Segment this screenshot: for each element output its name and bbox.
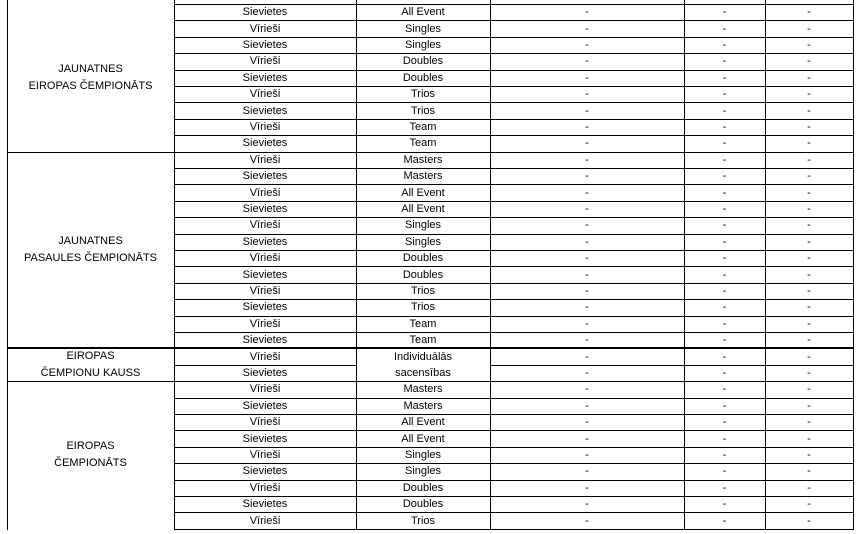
group-label bbox=[7, 152, 174, 349]
value-cell: - bbox=[585, 448, 589, 461]
event-cell: Trios bbox=[410, 284, 436, 297]
gender-cell: Vīrieši bbox=[249, 383, 281, 396]
group-label-line: PASAULES ČEMPIONĀTS bbox=[23, 251, 158, 264]
row-border bbox=[490, 119, 854, 120]
value-cell: - bbox=[585, 219, 589, 232]
value-cell: - bbox=[807, 301, 811, 314]
gender-cell: Vīrieši bbox=[249, 55, 281, 68]
gender-cell: Sievietes bbox=[242, 334, 288, 347]
gender-cell: Vīrieši bbox=[249, 514, 281, 527]
event-cell: sacensības bbox=[395, 366, 451, 379]
event-cell: Team bbox=[409, 137, 437, 150]
gender-cell: Vīrieši bbox=[249, 284, 281, 297]
value-cell: - bbox=[722, 399, 727, 412]
value-cell: - bbox=[722, 202, 727, 215]
value-cell: - bbox=[807, 498, 811, 511]
event-cell: Singles bbox=[404, 465, 442, 478]
group-label-line: EIROPAS bbox=[66, 439, 115, 452]
row-border bbox=[174, 381, 357, 382]
row-border bbox=[490, 250, 854, 251]
event-cell: All Event bbox=[401, 416, 445, 429]
gender-cell: Sievietes bbox=[242, 301, 288, 314]
row-border bbox=[356, 332, 491, 333]
row-border bbox=[356, 20, 491, 21]
row-border bbox=[356, 184, 491, 185]
gender-cell: Sievietes bbox=[242, 268, 288, 281]
value-cell: - bbox=[807, 22, 811, 35]
value-cell: - bbox=[585, 170, 589, 183]
row-border bbox=[174, 496, 357, 497]
row-border bbox=[490, 168, 854, 169]
row-border bbox=[174, 168, 357, 169]
value-cell: - bbox=[807, 170, 811, 183]
value-cell: - bbox=[722, 334, 727, 347]
column-border bbox=[490, 0, 491, 530]
row-border bbox=[174, 201, 357, 202]
value-cell: - bbox=[585, 22, 589, 35]
row-border bbox=[356, 135, 491, 136]
gender-cell: Vīrieši bbox=[249, 22, 281, 35]
row-border bbox=[356, 299, 491, 300]
gender-cell: Sievietes bbox=[242, 38, 288, 51]
group-label bbox=[7, 4, 174, 152]
value-cell: - bbox=[585, 153, 589, 166]
value-cell: - bbox=[722, 350, 727, 363]
value-cell: - bbox=[807, 6, 811, 19]
row-border bbox=[490, 398, 854, 399]
row-border bbox=[174, 234, 357, 235]
row-border bbox=[356, 70, 491, 71]
row-border bbox=[490, 217, 854, 218]
event-cell: Masters bbox=[403, 170, 443, 183]
value-cell: - bbox=[807, 137, 811, 150]
value-cell: - bbox=[585, 120, 589, 133]
value-cell: - bbox=[722, 22, 727, 35]
value-cell: - bbox=[585, 71, 589, 84]
value-cell: - bbox=[722, 71, 727, 84]
value-cell: - bbox=[807, 448, 811, 461]
row-border bbox=[174, 184, 357, 185]
row-border bbox=[174, 20, 357, 21]
value-cell: - bbox=[585, 268, 589, 281]
event-cell: Doubles bbox=[402, 252, 444, 265]
row-border bbox=[174, 152, 357, 153]
row-border bbox=[356, 119, 491, 120]
gender-cell: Sievietes bbox=[242, 498, 288, 511]
row-border bbox=[356, 53, 491, 54]
row-border bbox=[490, 53, 854, 54]
event-cell: Team bbox=[409, 120, 437, 133]
gender-cell: Vīrieši bbox=[249, 88, 281, 101]
row-border bbox=[490, 135, 854, 136]
value-cell: - bbox=[722, 448, 727, 461]
group-border bbox=[7, 152, 174, 153]
event-cell: Trios bbox=[410, 301, 436, 314]
column-border bbox=[356, 0, 357, 530]
gender-cell: Vīrieši bbox=[249, 186, 281, 199]
value-cell: - bbox=[585, 38, 589, 51]
value-cell: - bbox=[722, 514, 727, 527]
row-border bbox=[356, 529, 491, 530]
row-border bbox=[174, 119, 357, 120]
gender-cell: Vīrieši bbox=[249, 252, 281, 265]
value-cell: - bbox=[807, 383, 811, 396]
value-cell: - bbox=[807, 71, 811, 84]
gender-cell: Sievietes bbox=[242, 104, 288, 117]
row-border bbox=[356, 283, 491, 284]
value-cell: - bbox=[807, 432, 811, 445]
value-cell: - bbox=[722, 317, 727, 330]
value-cell: - bbox=[807, 235, 811, 248]
gender-cell: Sievietes bbox=[242, 137, 288, 150]
value-cell: - bbox=[585, 252, 589, 265]
row-border bbox=[490, 381, 854, 382]
row-border bbox=[174, 217, 357, 218]
value-cell: - bbox=[585, 137, 589, 150]
group-label-line: EIROPAS ČEMPIONĀTS bbox=[28, 79, 153, 92]
value-cell: - bbox=[585, 317, 589, 330]
gender-cell: Sievietes bbox=[242, 465, 288, 478]
value-cell: - bbox=[722, 366, 727, 379]
row-border bbox=[174, 283, 357, 284]
value-cell: - bbox=[807, 153, 811, 166]
event-cell: Singles bbox=[404, 219, 442, 232]
row-border bbox=[356, 398, 491, 399]
event-cell: Doubles bbox=[402, 55, 444, 68]
value-cell: - bbox=[722, 416, 727, 429]
value-cell: - bbox=[585, 6, 589, 19]
row-border bbox=[174, 86, 357, 87]
row-border bbox=[356, 414, 491, 415]
value-cell: - bbox=[585, 186, 589, 199]
gender-cell: Sievietes bbox=[242, 399, 288, 412]
row-border bbox=[490, 70, 854, 71]
row-border bbox=[174, 480, 357, 481]
event-cell: Team bbox=[409, 334, 437, 347]
row-border bbox=[356, 234, 491, 235]
group-label-line: JAUNATNES bbox=[58, 62, 123, 75]
event-cell: All Event bbox=[401, 6, 445, 19]
row-border bbox=[174, 266, 357, 267]
row-border bbox=[174, 37, 357, 38]
row-border bbox=[490, 529, 854, 530]
event-cell: Doubles bbox=[402, 71, 444, 84]
value-cell: - bbox=[585, 481, 589, 494]
row-border bbox=[356, 201, 491, 202]
row-border bbox=[490, 463, 854, 464]
value-cell: - bbox=[585, 350, 589, 363]
row-border bbox=[490, 332, 854, 333]
value-cell: - bbox=[722, 170, 727, 183]
row-border bbox=[490, 4, 854, 5]
value-cell: - bbox=[722, 219, 727, 232]
value-cell: - bbox=[807, 202, 811, 215]
row-border bbox=[174, 53, 357, 54]
value-cell: - bbox=[722, 88, 727, 101]
row-border bbox=[174, 365, 357, 366]
value-cell: - bbox=[722, 38, 727, 51]
row-border bbox=[174, 430, 357, 431]
gender-cell: Vīrieši bbox=[249, 350, 281, 363]
group-label bbox=[7, 381, 174, 529]
row-border bbox=[490, 447, 854, 448]
gender-cell: Sievietes bbox=[242, 6, 288, 19]
value-cell: - bbox=[722, 432, 727, 445]
row-border bbox=[490, 152, 854, 153]
row-border bbox=[356, 266, 491, 267]
row-border bbox=[174, 398, 357, 399]
gender-cell: Vīrieši bbox=[249, 120, 281, 133]
value-cell: - bbox=[585, 202, 589, 215]
value-cell: - bbox=[585, 301, 589, 314]
row-border bbox=[174, 529, 357, 530]
row-border bbox=[174, 414, 357, 415]
row-border bbox=[356, 168, 491, 169]
row-border bbox=[174, 316, 357, 317]
value-cell: - bbox=[722, 268, 727, 281]
value-cell: - bbox=[722, 498, 727, 511]
value-cell: - bbox=[585, 399, 589, 412]
column-border bbox=[174, 0, 175, 530]
value-cell: - bbox=[807, 317, 811, 330]
row-border bbox=[490, 86, 854, 87]
value-cell: - bbox=[585, 514, 589, 527]
value-cell: - bbox=[722, 6, 727, 19]
gender-cell: Sievietes bbox=[242, 71, 288, 84]
row-border bbox=[490, 299, 854, 300]
row-border bbox=[174, 135, 357, 136]
row-border bbox=[356, 102, 491, 103]
row-border bbox=[174, 250, 357, 251]
gender-cell: Vīrieši bbox=[249, 481, 281, 494]
value-cell: - bbox=[807, 120, 811, 133]
value-cell: - bbox=[807, 465, 811, 478]
value-cell: - bbox=[585, 235, 589, 248]
row-border bbox=[174, 70, 357, 71]
gender-cell: Vīrieši bbox=[249, 416, 281, 429]
row-border bbox=[174, 463, 357, 464]
value-cell: - bbox=[807, 366, 811, 379]
value-cell: - bbox=[722, 252, 727, 265]
event-cell: Trios bbox=[410, 514, 436, 527]
event-cell: All Event bbox=[401, 432, 445, 445]
group-border bbox=[7, 347, 853, 349]
value-cell: - bbox=[585, 55, 589, 68]
value-cell: - bbox=[585, 498, 589, 511]
row-border bbox=[490, 512, 854, 513]
row-border bbox=[490, 365, 854, 366]
event-cell: Singles bbox=[404, 38, 442, 51]
value-cell: - bbox=[807, 334, 811, 347]
value-cell: - bbox=[585, 383, 589, 396]
value-cell: - bbox=[722, 383, 727, 396]
gender-cell: Sievietes bbox=[242, 202, 288, 215]
row-border bbox=[356, 512, 491, 513]
row-border bbox=[490, 414, 854, 415]
event-cell: Masters bbox=[403, 383, 443, 396]
value-cell: - bbox=[585, 416, 589, 429]
row-border bbox=[174, 332, 357, 333]
row-border bbox=[356, 250, 491, 251]
value-cell: - bbox=[585, 366, 589, 379]
row-border bbox=[490, 316, 854, 317]
value-cell: - bbox=[722, 137, 727, 150]
gender-cell: Vīrieši bbox=[249, 448, 281, 461]
row-border bbox=[356, 86, 491, 87]
value-cell: - bbox=[807, 416, 811, 429]
value-cell: - bbox=[722, 120, 727, 133]
value-cell: - bbox=[722, 104, 727, 117]
value-cell: - bbox=[722, 55, 727, 68]
gender-cell: Sievietes bbox=[242, 366, 288, 379]
value-cell: - bbox=[585, 88, 589, 101]
row-border bbox=[174, 447, 357, 448]
value-cell: - bbox=[807, 55, 811, 68]
column-border bbox=[684, 0, 685, 530]
row-border bbox=[174, 299, 357, 300]
gender-cell: Vīrieši bbox=[249, 317, 281, 330]
value-cell: - bbox=[807, 219, 811, 232]
event-cell: Singles bbox=[404, 22, 442, 35]
value-cell: - bbox=[807, 38, 811, 51]
group-label-line: JAUNATNES bbox=[58, 234, 123, 247]
row-border bbox=[174, 512, 357, 513]
value-cell: - bbox=[807, 104, 811, 117]
value-cell: - bbox=[807, 399, 811, 412]
row-border bbox=[490, 234, 854, 235]
group-label bbox=[7, 348, 174, 381]
row-border bbox=[356, 152, 491, 153]
event-cell: Doubles bbox=[402, 481, 444, 494]
gender-cell: Sievietes bbox=[242, 170, 288, 183]
value-cell: - bbox=[807, 268, 811, 281]
group-label-line: ČEMPIONU KAUSS bbox=[40, 366, 141, 379]
row-border bbox=[490, 37, 854, 38]
value-cell: - bbox=[585, 104, 589, 117]
row-border bbox=[356, 430, 491, 431]
row-border bbox=[490, 184, 854, 185]
value-cell: - bbox=[807, 88, 811, 101]
event-cell: Singles bbox=[404, 448, 442, 461]
value-cell: - bbox=[807, 514, 811, 527]
gender-cell: Vīrieši bbox=[249, 153, 281, 166]
value-cell: - bbox=[807, 350, 811, 363]
row-border bbox=[490, 480, 854, 481]
event-cell: Team bbox=[409, 317, 437, 330]
row-border bbox=[490, 266, 854, 267]
group-border bbox=[7, 381, 174, 382]
value-cell: - bbox=[585, 334, 589, 347]
event-cell: Singles bbox=[404, 235, 442, 248]
row-border bbox=[490, 201, 854, 202]
column-border bbox=[765, 0, 766, 530]
value-cell: - bbox=[807, 252, 811, 265]
value-cell: - bbox=[722, 465, 727, 478]
gender-cell: Sievietes bbox=[242, 432, 288, 445]
value-cell: - bbox=[585, 465, 589, 478]
row-border bbox=[356, 37, 491, 38]
row-border bbox=[174, 102, 357, 103]
value-cell: - bbox=[722, 284, 727, 297]
event-cell: Doubles bbox=[402, 268, 444, 281]
row-border bbox=[356, 463, 491, 464]
value-cell: - bbox=[722, 301, 727, 314]
event-cell: Trios bbox=[410, 104, 436, 117]
value-cell: - bbox=[585, 284, 589, 297]
row-border bbox=[356, 496, 491, 497]
value-cell: - bbox=[722, 481, 727, 494]
column-border bbox=[7, 0, 8, 530]
event-cell: Individuālās bbox=[393, 350, 453, 363]
row-border bbox=[490, 102, 854, 103]
row-border bbox=[490, 430, 854, 431]
row-border bbox=[490, 283, 854, 284]
event-cell: Trios bbox=[410, 88, 436, 101]
value-cell: - bbox=[722, 235, 727, 248]
event-cell: Masters bbox=[403, 153, 443, 166]
row-border bbox=[356, 316, 491, 317]
column-border bbox=[853, 0, 854, 530]
row-border bbox=[356, 4, 491, 5]
value-cell: - bbox=[722, 153, 727, 166]
gender-cell: Sievietes bbox=[242, 235, 288, 248]
group-label-line: EIROPAS bbox=[66, 349, 115, 362]
gender-cell: Vīrieši bbox=[249, 219, 281, 232]
event-cell: Masters bbox=[403, 399, 443, 412]
event-cell: All Event bbox=[401, 186, 445, 199]
row-border bbox=[356, 447, 491, 448]
value-cell: - bbox=[585, 432, 589, 445]
row-border bbox=[490, 20, 854, 21]
row-border bbox=[174, 4, 357, 5]
row-border bbox=[356, 217, 491, 218]
value-cell: - bbox=[807, 481, 811, 494]
row-border bbox=[490, 496, 854, 497]
row-border bbox=[356, 381, 491, 382]
row-border bbox=[356, 480, 491, 481]
value-cell: - bbox=[807, 284, 811, 297]
event-cell: Doubles bbox=[402, 498, 444, 511]
group-label-line: ČEMPIONĀTS bbox=[54, 456, 127, 469]
event-cell: All Event bbox=[401, 202, 445, 215]
value-cell: - bbox=[722, 186, 727, 199]
value-cell: - bbox=[807, 186, 811, 199]
